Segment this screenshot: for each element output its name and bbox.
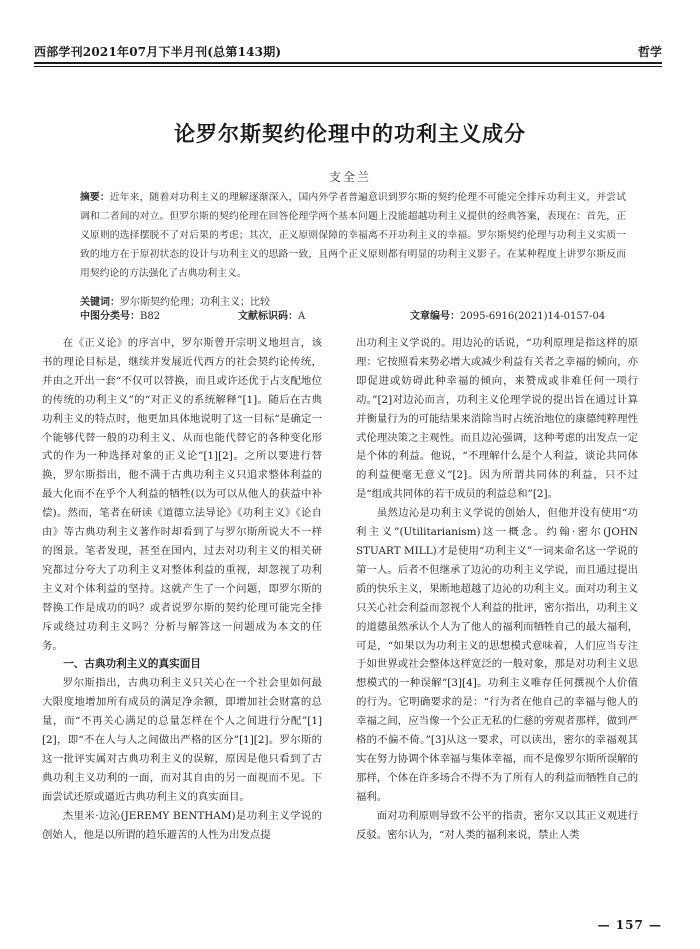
- paragraph: 出功利主义学说的。用边沁的话说，“功利原理是指这样的原理：它按照看来势必增大或减少利益有关者之幸福的倾向，亦即促进或妨碍此种幸福的倾向，来赞成或非难任何一项行动。”[2]对边沁而言，功利主义伦理学说的提出旨在通过计算并衡量行为的可能结果来消除当时占统治地位的康德纯粹理性式伦理决策之主观性。而且边沁强调，这种考虑的出发点一定是个体的利益。他说，“不理解什么是个人利益，谈论共同体的利益便毫无意义”[2]。因为所谓共同体的利益，只不过是“组成共同体的若干成员的利益总和”[2]。: [356, 337, 638, 501]
- paragraph: 杰里米·边沁(JEREMY BENTHAM)是功利主义学说的创始人，他是以所谓的趋乐避苦的人性为出发点提: [42, 809, 322, 841]
- paragraph: 虽然边沁是功利主义学说的创始人，但他并没有使用“功利主义”(Utilitarianism)这一概念。约翰·密尔(JOHN STUART MILL)才是使用“功利主义”一词来命名这一学说的第一人。后者不但继承了边沁的功利主义学说，而且通过提出质的快乐主义，果断地超越了边沁的功利主义。面对功利主义只关心社会利益而忽视个人利益的批评，密尔指出，功利主义的道德虽然承认个人为了他人的福利而牺牲自己的最大福利，可是，“如果以为功利主义的思想模式意味着，人们应当专注于如世界或社会整体这样宽泛的一般对象，那是对功利主义思想模式的一种误解”[3][4]。功利主义唯存任何撰视个人价值的行为。它明确要求的是：“行为者在他自己的幸福与他人的幸福之间，应当像一个公正无私的仁慈的旁观者那样，做到严格的不偏不倚。”[3]从这一要求，可以读出，密尔的幸福观其实在努力协调个体幸福与集体幸福，而不是像罗尔斯所误解的那样，个体在许多场合不得不为了所有人的利益而牺牲自己的福利。: [356, 507, 638, 803]
- article-title: 论罗尔斯契约伦理中的功利主义成分: [174, 121, 526, 146]
- article-author: 支全兰: [328, 170, 371, 184]
- article-meta: [80, 296, 626, 324]
- paragraph: 罗尔斯指出，古典功利主义只关心在一个社会里如何最大限度地增加所有成员的满足净余额，即增加社会财富的总量，而“不再关心满足的总量怎样在个人之间进行分配”[1][2]，即“不在人与人之间做出严格的区分”[1][2]。罗尔斯的这一批评实属对古典功利主义的误解，原因是他只看到了古典功利主义功利的一面，而对其自由的另一面视而不见。下面尝试还原或逼近古典功利主义的真实面目。: [42, 677, 322, 803]
- body-column-left: [42, 334, 322, 844]
- keywords-label: 关键词：: [80, 297, 120, 308]
- page-number: — 157 —: [597, 918, 662, 932]
- abstract-label: 摘要：: [80, 192, 110, 203]
- paragraph: 面对功利原则导致不公平的指责，密尔又以其正义观进行反驳。密尔认为，“对人类的福利来说，禁止人类: [356, 809, 638, 841]
- doc-code-label: 文献标识码：: [238, 311, 298, 322]
- section-name: 哲学: [637, 45, 662, 59]
- abstract: [80, 188, 626, 283]
- paragraph: 在《正义论》的序言中，罗尔斯曾开宗明义地坦言，该书的理论目标是，继续并发展近代西方的社会契约论传统，并由之开出一套“不仅可以替换，而且或许还优于占支配地位的传统的功利主义”的“对正义的系统解释”[1]。随后在古典功利主义的特点时，他更加具体地说明了这一目标“是确定一个能够代替一般的功利主义、从而也能代替它的各种变化形式的作为一种选择对象的正义论”[1][2]。之所以要进行替换，罗尔斯指出，他不满于古典功利主义只追求整体利益的最大化而不在乎个人利益的牺牲(以为可以从他人的获益中补偿)。然而，笔者在研读《道德立法导论》《功利主义》《论自由》等古典功利主义著作时却看到了与罗尔斯所说大不一样的图景。笔者发现，甚至在国内，过去对功利主义的相关研究都过分夸大了功利主义对整体利益的重视，却忽视了功利主义对个体利益的坚持。这就产生了一个问题，即罗尔斯的替换工作是成功的吗？或者说罗尔斯的契约伦理可能完全排斥或绕过功利主义吗？分析与解答这一问题成为本文的任务。: [42, 337, 322, 652]
- journal-name: 西部学刊2021年07月下半月刊(总第143期): [34, 45, 282, 59]
- keywords-text: 罗尔斯契约伦理；功利主义；比较: [120, 297, 270, 308]
- header-rule: [34, 62, 662, 64]
- classification-row: [80, 310, 626, 324]
- article-number-value: 2095-6916(2021)14-0157-04: [460, 311, 606, 322]
- section-heading: 一、古典功利主义的真实面目: [63, 658, 201, 671]
- article-number-label: 文章编号：: [410, 311, 460, 322]
- clc-value: B82: [140, 311, 161, 322]
- keywords-row: [80, 296, 626, 310]
- doc-code-value: A: [298, 311, 306, 322]
- header-rule-thin: [34, 66, 662, 67]
- abstract-text: 近年来，随着对功利主义的理解逐渐深入，国内外学者普遍意识到罗尔斯的契约伦理不可能完全排斥功利主义，并尝试调和二者间的对立。但罗尔斯的契约伦理在回答伦理学两个基本问题上没能超越功利主义提供的经典答案，表现在：首先，正义原则的选择摆脱不了对后果的考虑；其次，正义原则保障的幸福离不开功利主义的幸福。罗尔斯契约伦理与功利主义实质一致的地方在于原初状态的设计与功利主义的思路一致，且两个正义原则都有明显的功利主义影子。在某种程度上讲罗尔斯反而用契约论的方法强化了古典功利主义。: [80, 192, 627, 279]
- body-column-right: [356, 334, 638, 844]
- clc-label: 中图分类号：: [80, 311, 140, 322]
